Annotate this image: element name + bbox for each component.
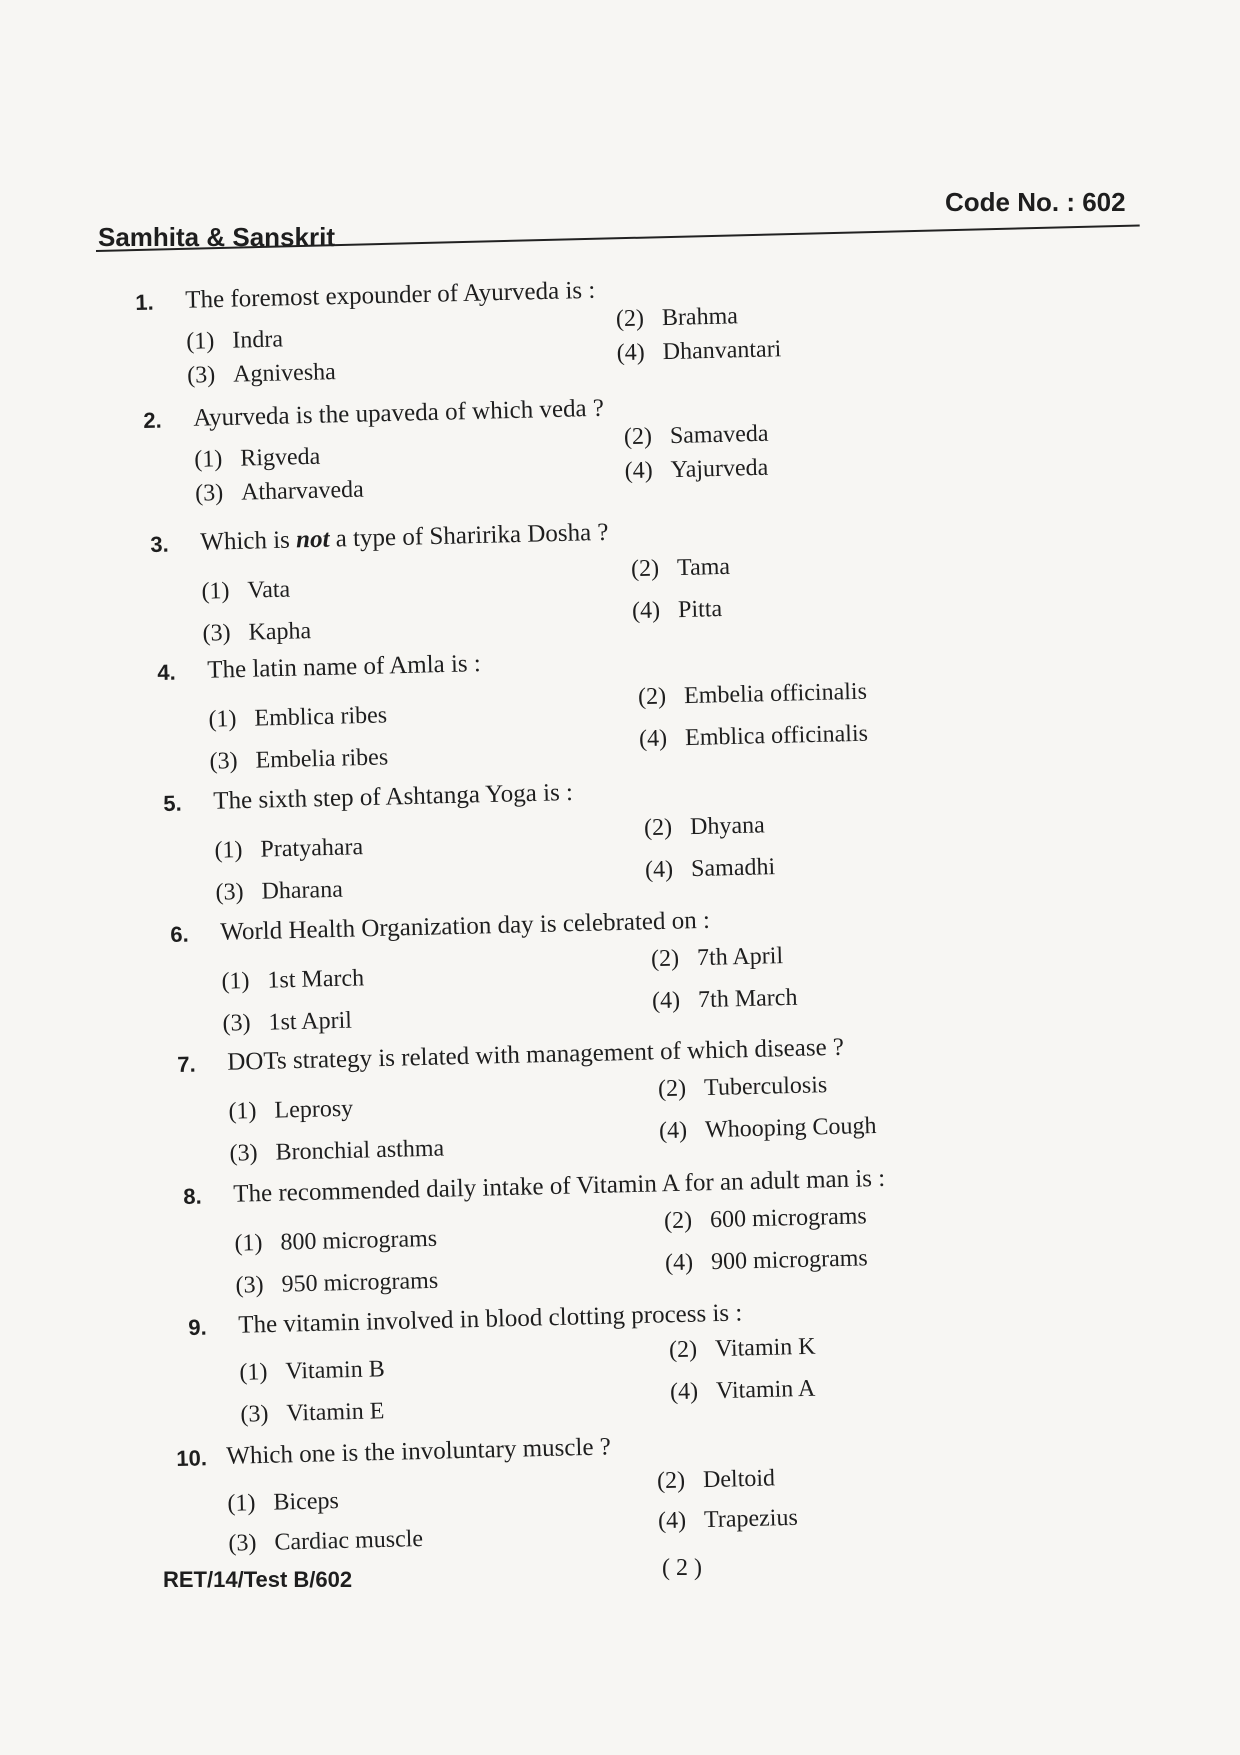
option-item [657, 1465, 776, 1495]
option-item [202, 618, 311, 648]
option-text: Embelia officinalis [683, 678, 868, 710]
option-text: Pratyahara [260, 834, 364, 863]
question-number: 6. [170, 921, 190, 947]
footer-code: RET/14/Test B/602 [163, 1567, 353, 1592]
option-text: Dharana [261, 876, 344, 905]
option-item [639, 721, 868, 754]
option-text: Biceps [273, 1488, 340, 1516]
option-item [222, 1008, 352, 1038]
option-number: (2) [643, 814, 673, 842]
option-item [652, 985, 798, 1016]
option-number: (1) [228, 1098, 257, 1125]
option-item [195, 477, 364, 508]
question-item [183, 1160, 1086, 1302]
option-text: 800 micrograms [280, 1225, 438, 1256]
option-item [616, 336, 781, 367]
question-text: The vitamin involved in blood clotting process is : [237, 1299, 743, 1339]
option-text: Yajurveda [670, 454, 769, 484]
option-text: Samadhi [690, 854, 776, 883]
option-number: (2) [630, 555, 660, 583]
question-number: 7. [177, 1051, 197, 1077]
option-item [209, 744, 388, 775]
option-number: (2) [663, 1207, 693, 1235]
option-text: Vitamin B [285, 1356, 385, 1385]
question-item [150, 508, 1053, 650]
option-number: (4) [664, 1249, 694, 1277]
option-item [658, 1505, 798, 1535]
option-text: Tama [676, 553, 731, 582]
question-text: DOTs strategy is related with management of which disease ? [226, 1033, 845, 1076]
option-text: Deltoid [702, 1465, 776, 1494]
option-item [624, 421, 769, 452]
question-text: Which one is the involuntary muscle ? [225, 1433, 612, 1470]
option-item [239, 1356, 385, 1387]
subject-title: Samhita & Sanskrit [98, 222, 335, 252]
code-number: Code No. : 602 [945, 187, 1126, 217]
option-item [616, 303, 739, 333]
question-text: The latin name of Amla is : [206, 650, 482, 684]
option-item [194, 444, 321, 474]
option-text: Atharvaveda [240, 476, 365, 506]
option-text: 600 micrograms [709, 1203, 868, 1234]
option-number: (1) [194, 446, 223, 473]
option-number: (1) [186, 328, 215, 355]
option-number: (4) [657, 1507, 687, 1535]
option-text: Dhanvantari [662, 336, 782, 366]
option-item [669, 1334, 816, 1365]
option-number: (4) [658, 1117, 688, 1145]
option-text: Kapha [248, 618, 312, 646]
option-number: (3) [209, 748, 238, 775]
option-number: (2) [615, 305, 645, 333]
option-number: (1) [227, 1490, 256, 1517]
question-item [163, 767, 1066, 909]
option-text: Emblica officinalis [684, 720, 869, 752]
option-number: (4) [624, 457, 654, 485]
option-item [227, 1488, 339, 1518]
option-number: (2) [623, 423, 653, 451]
option-number: (3) [215, 879, 244, 906]
option-text: 1st March [267, 965, 365, 994]
option-item [664, 1203, 867, 1235]
option-item [234, 1226, 437, 1258]
option-number: (2) [668, 1336, 698, 1364]
page-number: ( 2 ) [662, 1555, 702, 1581]
question-text: The foremost expounder of Ayurveda is : [184, 276, 596, 314]
option-number: (3) [194, 480, 224, 507]
question-text: World Health Organization day is celebrated on : [219, 906, 711, 946]
option-text: Pitta [677, 596, 723, 624]
option-text: Brahma [661, 303, 739, 332]
option-number: (3) [186, 362, 216, 389]
option-item [670, 1376, 816, 1407]
question-text: The sixth step of Ashtanga Yoga is : [212, 778, 574, 815]
option-text: 900 micrograms [710, 1245, 869, 1276]
option-text: 950 micrograms [281, 1267, 439, 1298]
option-number: (1) [208, 706, 237, 733]
option-number: (4) [669, 1378, 699, 1406]
option-item [638, 679, 867, 712]
question-number: 8. [183, 1183, 203, 1209]
option-item [235, 1268, 438, 1300]
option-item [665, 1245, 868, 1277]
question-item [177, 1028, 1080, 1170]
question-item [157, 636, 1060, 778]
option-number: (4) [638, 725, 668, 753]
option-number: (2) [656, 1467, 686, 1495]
option-item [631, 554, 731, 583]
option-text: Samaveda [669, 420, 769, 450]
option-item [624, 455, 768, 485]
option-item [208, 702, 387, 733]
option-number: (3) [222, 1010, 251, 1037]
option-item [240, 1398, 384, 1429]
option-text: Embelia ribes [255, 744, 389, 774]
option-text: Emblica ribes [254, 702, 388, 732]
option-text: Dhyana [689, 812, 766, 841]
option-text: Rigveda [239, 443, 321, 472]
option-text: Cardiac muscle [274, 1525, 424, 1556]
option-number: (4) [631, 597, 661, 625]
question-number: 2. [143, 407, 163, 433]
question-text: Which is not a type of Sharirika Dosha ? [199, 518, 609, 556]
option-number: (4) [651, 987, 681, 1015]
option-item [644, 812, 765, 842]
option-text: Vata [247, 576, 291, 604]
option-text: Vitamin E [286, 1398, 385, 1427]
option-item [229, 1136, 444, 1168]
option-number: (2) [637, 683, 667, 711]
option-number: (3) [235, 1272, 264, 1299]
option-number: (1) [221, 968, 250, 995]
option-number: (2) [650, 945, 680, 973]
option-text: 7th March [697, 984, 798, 1014]
question-item [176, 1422, 1079, 1564]
question-text: Ayurveda is the upaveda of which veda ? [192, 394, 605, 432]
option-number: (1) [239, 1359, 268, 1386]
option-number: (4) [644, 856, 674, 884]
option-item [228, 1096, 353, 1126]
option-text: 7th April [696, 943, 784, 972]
option-text: 1st April [268, 1007, 353, 1036]
question-item [170, 898, 1073, 1040]
option-number: (3) [202, 620, 231, 647]
option-number: (3) [228, 1530, 257, 1557]
question-number: 10. [176, 1445, 208, 1471]
option-text: Trapezius [703, 1504, 799, 1534]
option-number: (1) [214, 837, 243, 864]
option-item [214, 834, 363, 865]
option-number: (3) [240, 1401, 269, 1428]
option-text: Vitamin K [714, 1333, 816, 1363]
option-text: Agnivesha [232, 359, 337, 388]
option-number: (2) [657, 1075, 687, 1103]
option-number: (3) [229, 1140, 258, 1167]
option-item [632, 596, 723, 625]
question-item [143, 384, 1046, 526]
option-item [228, 1526, 423, 1558]
option-text: Indra [231, 326, 284, 354]
question-number: 5. [163, 790, 183, 816]
question-number: 3. [150, 531, 170, 557]
option-item [186, 326, 283, 355]
question-number: 9. [188, 1314, 208, 1340]
option-item [651, 943, 784, 973]
option-number: (1) [234, 1230, 263, 1257]
option-number: (1) [201, 578, 230, 605]
option-item [187, 359, 336, 390]
option-text: Leprosy [274, 1095, 354, 1124]
option-text: Whooping Cough [704, 1112, 877, 1144]
option-item [215, 877, 343, 907]
question-item [188, 1291, 1091, 1433]
option-item [645, 854, 776, 884]
option-item [201, 577, 290, 606]
question-number: 1. [135, 289, 155, 315]
question-text: The recommended daily intake of Vitamin A for an adult man is : [232, 1164, 886, 1208]
option-text: Vitamin A [715, 1375, 816, 1405]
option-text: Bronchial asthma [275, 1135, 445, 1166]
option-item [658, 1072, 828, 1103]
option-item [221, 965, 364, 995]
option-item [659, 1113, 877, 1145]
question-number: 4. [157, 659, 177, 685]
option-number: (4) [616, 339, 646, 367]
option-text: Tuberculosis [703, 1072, 828, 1102]
